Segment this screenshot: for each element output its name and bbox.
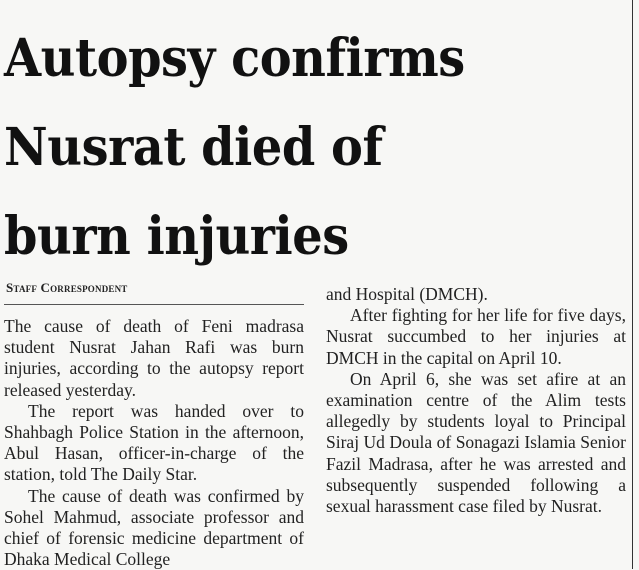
article-column-1: [4, 316, 304, 570]
headline-line-1: Autopsy confirms: [4, 28, 465, 89]
headline-line-2: Nusrat died of: [4, 117, 383, 178]
byline: Staff Correspondent: [6, 280, 128, 295]
article-column-2: [326, 284, 626, 517]
paragraph-continued: and Hospital (DMCH).: [326, 284, 488, 304]
paragraph-5: On April 6, she was set afire at an examination centre of the Alim tests allegedly by students loyal to Principal Siraj Ud Doula of Sonagazi Islamia Senior Fazil Madrasa, after he was arrested and subsequently suspended following a sexual harassment case filed by Nusrat.: [326, 368, 626, 517]
paragraph-2: The report was handed over to Shahbagh Police Station in the afternoon, Abul Hasan, officer-in-charge of the station, told The Daily Star.: [4, 400, 304, 485]
byline-divider: [4, 304, 304, 305]
headline-line-3: burn injuries: [4, 206, 349, 267]
headline: [4, 14, 576, 281]
column-divider: [632, 0, 633, 569]
paragraph-3: The cause of death was confirmed by Sohel Mahmud, associate professor and chief of forensic medicine department of Dhaka Medical College: [4, 485, 304, 570]
paragraph-4: After fighting for her life for five days, Nusrat succumbed to her injuries at DMCH in the capital on April 10.: [326, 305, 626, 368]
paragraph-1: The cause of death of Feni madrasa student Nusrat Jahan Rafi was burn injuries, according to the autopsy report released yesterday.: [4, 316, 304, 400]
